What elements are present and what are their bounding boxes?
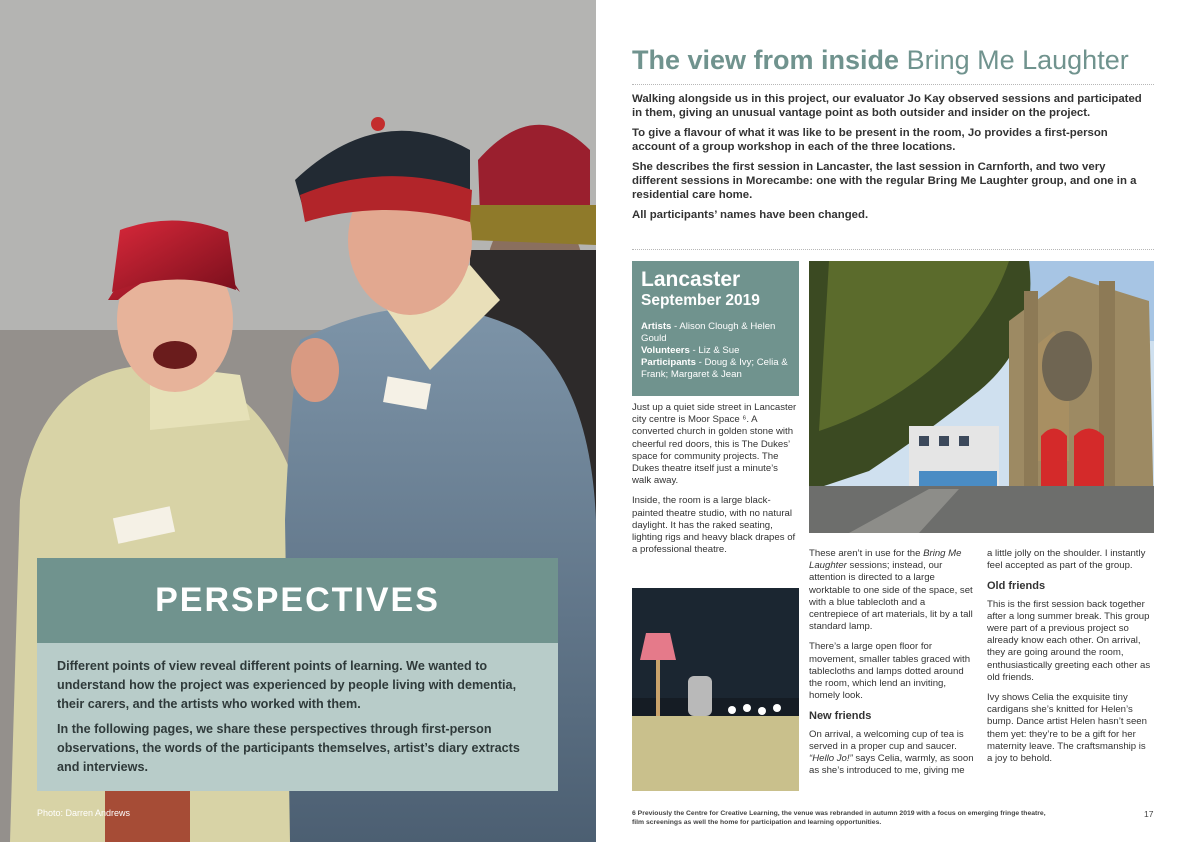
info-artists: Artists - Alison Clough & Helen Gould: [641, 321, 776, 344]
page-title-light: Bring Me Laughter: [906, 45, 1129, 75]
session-info-box: [632, 261, 799, 396]
column-1: [632, 402, 798, 564]
intro: [632, 92, 1154, 228]
body-paragraph: On arrival, a welcoming cup of tea is served in a proper cup and saucer. “Hello Jo!” says Celia, warmly, as soon as she’s introduced to me, giving me: [809, 728, 974, 777]
body-paragraph: a little jolly on the shoulder. I instantly feel accepted as part of the group.: [987, 548, 1146, 572]
info-city: Lancaster: [641, 268, 741, 291]
footnote: 6 Previously the Centre for Creative Learning, the venue was rebranded in autumn 2019 with a focus on emerging fringe theatre, film screenings as well the home for participation and learning opportunities.: [632, 810, 1046, 826]
intro-paragraph: To give a flavour of what it was like to be present in the room, Jo provides a first-person account of a group workshop in each of the three locations.: [632, 127, 1108, 153]
perspectives-title-box: [37, 558, 558, 643]
perspectives-paragraph: In the following pages, we share these perspectives through first-person observations, the words of the participants themselves, artist’s diary extracts and interviews.: [57, 722, 520, 774]
info-participants: Participants - Doug & Ivy; Celia & Frank; Margaret & Jean: [641, 357, 788, 380]
body-paragraph: There’s a large open floor for movement, smaller tables graced with tablecloths and lamps dotted around the room, which lend an inviting, homely look.: [809, 641, 971, 702]
intro-paragraph: Walking alongside us in this project, our evaluator Jo Kay observed sessions and participated in them, giving an unusual vantage point as both outsider and insider on the project.: [632, 93, 1142, 119]
church-photo: [809, 261, 1154, 533]
section-heading: Old friends: [987, 580, 1046, 593]
page-title-bold: The view from inside: [632, 45, 900, 75]
body-paragraph: Inside, the room is a large black-painted theatre studio, with no natural daylight. It has the raked seating, lighting rigs and heavy black drapes of a professional theatre.: [632, 495, 796, 556]
page-title: [632, 45, 1129, 76]
page-number: 17: [1144, 809, 1154, 819]
perspectives-title: PERSPECTIVES: [155, 581, 440, 619]
photo-credit: Photo: Darren Andrews: [37, 808, 131, 818]
right-page: [596, 0, 1191, 842]
info-volunteers: Volunteers - Liz & Sue: [641, 345, 740, 356]
body-paragraph: These aren’t in use for the Bring Me Laughter sessions; instead, our attention is directed to a large worktable to one side of the space, set with a blue tablecloth and a centrepiece of art materials, lit by a tall standard lamp.: [809, 548, 973, 633]
divider: [632, 249, 1154, 250]
body-paragraph: Ivy shows Celia the exquisite tiny cardigans she’s knitted for Helen’s bump. Dance artist Helen hasn’t seen them yet: they’re to be a gift for her maternity leave. The craftsmanship is a joy to behold.: [987, 692, 1147, 765]
body-paragraph: Just up a quiet side street in Lancaster city centre is Moor Space ⁶. A converted church in golden stone with cheerful red doors, this is The Dukes’ space for community projects. The Dukes theatre itself just a minute’s walk away.: [632, 402, 797, 487]
perspectives-body: [37, 643, 558, 791]
column-3: [987, 548, 1152, 773]
info-date: September 2019: [641, 292, 760, 309]
column-2: [809, 548, 974, 785]
perspectives-paragraph: Different points of view reveal different points of learning. We wanted to understand how the project was experienced by people living with dementia, their carers, and the artists who worked with them.: [57, 659, 517, 711]
section-heading: New friends: [809, 710, 872, 723]
intro-paragraph: All participants’ names have been changed.: [632, 209, 869, 221]
body-paragraph: This is the first session back together after a long summer break. This group were part of a previous project so already know each other. On arrival, they are going around the room, enthusiastically greeting each other as old friends.: [987, 598, 1151, 683]
intro-paragraph: She describes the first session in Lancaster, the last session in Carnforth, and two very different sessions in Morecambe: one with the regular Bring Me Laughter group, and one in a residential care home.: [632, 161, 1137, 201]
room-photo: [632, 588, 799, 791]
divider: [632, 84, 1154, 85]
